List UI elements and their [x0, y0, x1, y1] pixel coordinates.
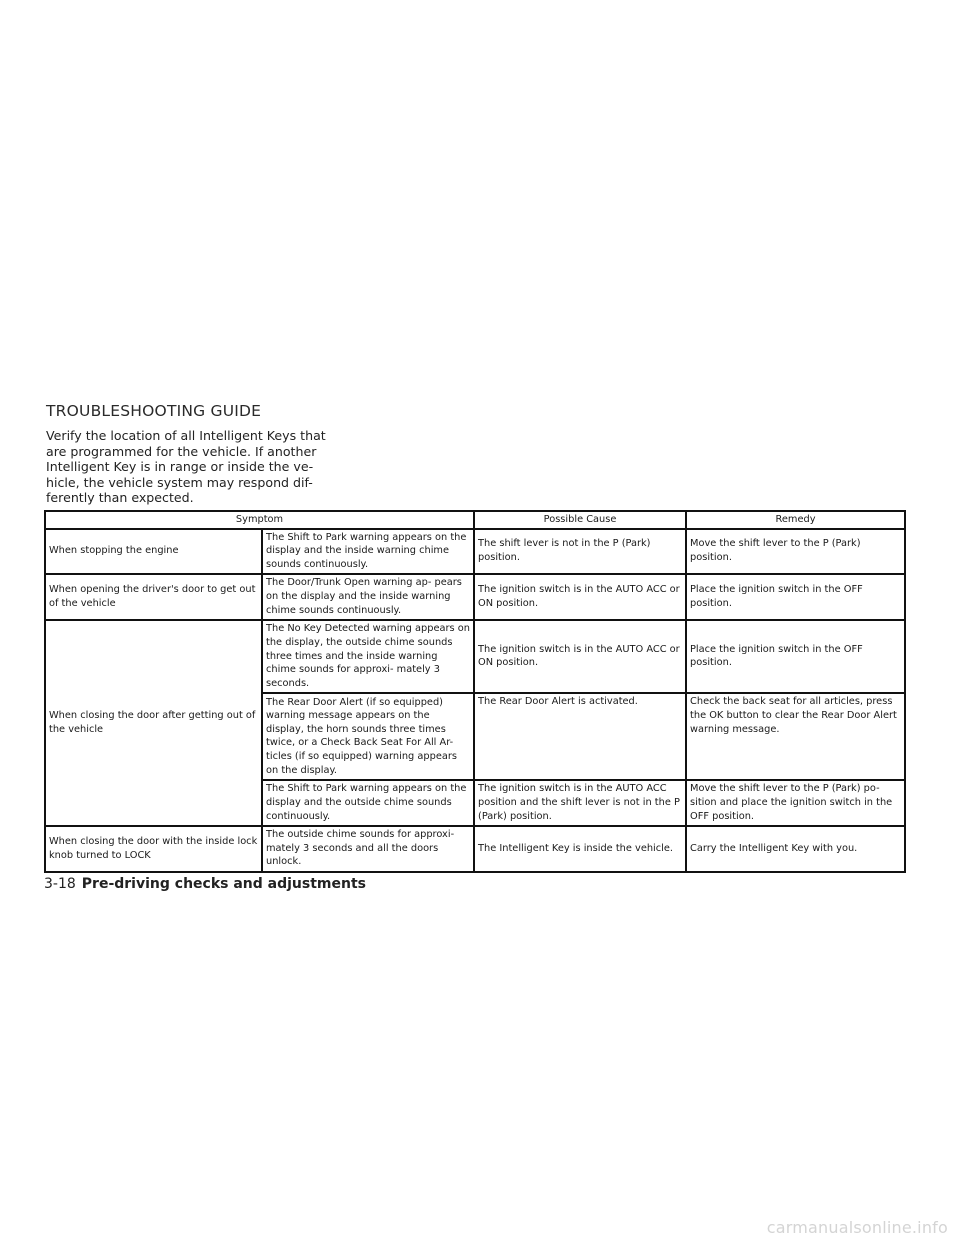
- header-possible-cause: Possible Cause: [474, 511, 686, 529]
- symptom-cell: When opening the driver's door to get out of the vehicle: [45, 574, 262, 620]
- header-symptom: Symptom: [45, 511, 474, 529]
- table-row: [45, 826, 905, 872]
- section-title: TROUBLESHOOTING GUIDE: [46, 402, 262, 420]
- table-header-row: [45, 511, 905, 529]
- remedy-cell: Check the back seat for all articles, press the OK button to clear the Rear Door Alert warning message.: [686, 693, 905, 780]
- page-footer: [44, 876, 366, 892]
- remedy-cell: Place the ignition switch in the OFF position.: [686, 620, 905, 693]
- intro-paragraph: Verify the location of all Intelligent Keys that are programmed for the vehicle. If another Intelligent Key is in range or inside the ve- hicle, the vehicle system may respond dif- ferently than expected.: [46, 428, 326, 506]
- cause-cell: The Intelligent Key is inside the vehicle.: [474, 826, 686, 872]
- troubleshooting-table: [44, 510, 906, 873]
- footer-section-title: Pre-driving checks and adjustments: [81, 876, 366, 892]
- table-row: [45, 529, 905, 575]
- cause-cell: The ignition switch is in the AUTO ACC or ON position.: [474, 574, 686, 620]
- condition-cell: The outside chime sounds for approxi- mately 3 seconds and all the doors unlock.: [262, 826, 474, 872]
- table-row: [45, 620, 905, 693]
- condition-cell: The Rear Door Alert (if so equipped) warning message appears on the display, the horn sounds three times twice, or a Check Back Seat For All Ar- ticles (if so equipped) warning appears on the display.: [262, 693, 474, 780]
- cause-cell: The Rear Door Alert is activated.: [474, 693, 686, 780]
- cause-cell: The shift lever is not in the P (Park) position.: [474, 529, 686, 575]
- symptom-cell: When closing the door after getting out of the vehicle: [45, 620, 262, 826]
- symptom-cell: When stopping the engine: [45, 529, 262, 575]
- condition-cell: The Door/Trunk Open warning ap- pears on the display and the inside warning chime sounds continuously.: [262, 574, 474, 620]
- remedy-cell: Move the shift lever to the P (Park) position.: [686, 529, 905, 575]
- symptom-cell: When closing the door with the inside lock knob turned to LOCK: [45, 826, 262, 872]
- condition-cell: The Shift to Park warning appears on the display and the inside warning chime sounds continuously.: [262, 529, 474, 575]
- remedy-cell: Carry the Intelligent Key with you.: [686, 826, 905, 872]
- remedy-cell: Place the ignition switch in the OFF position.: [686, 574, 905, 620]
- cause-cell: The ignition switch is in the AUTO ACC or ON position.: [474, 620, 686, 693]
- table-row: [45, 574, 905, 620]
- condition-cell: The No Key Detected warning appears on the display, the outside chime sounds three times and the inside warning chime sounds for approxi- mately 3 seconds.: [262, 620, 474, 693]
- watermark-link[interactable]: carmanualsonline.info: [766, 1218, 948, 1237]
- remedy-cell: Move the shift lever to the P (Park) po- sition and place the ignition switch in the OFF position.: [686, 780, 905, 826]
- page-number: 3-18: [44, 876, 76, 892]
- header-remedy: Remedy: [686, 511, 905, 529]
- cause-cell: The ignition switch is in the AUTO ACC position and the shift lever is not in the P (Park) position.: [474, 780, 686, 826]
- condition-cell: The Shift to Park warning appears on the display and the outside chime sounds continuously.: [262, 780, 474, 826]
